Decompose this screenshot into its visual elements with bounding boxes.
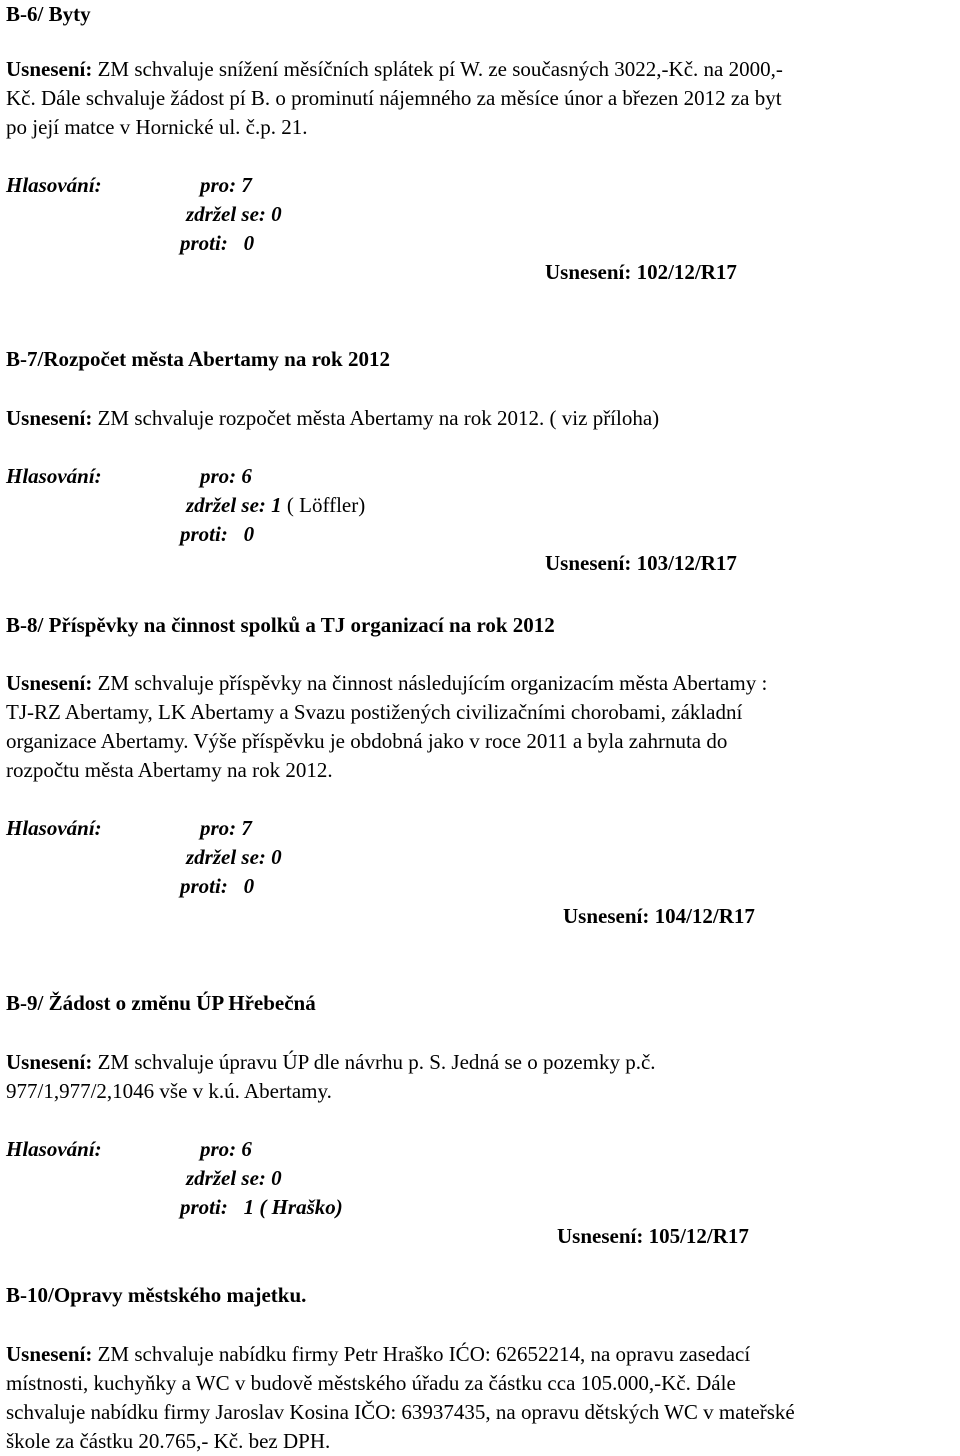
resolution-text-b10-line4: škole za částku 20.765,- Kč. bez DPH. [6,1429,331,1453]
vote-label-b7: Hlasování: [6,464,102,488]
vote-abstain-value: zdržel se: 1 [186,493,282,517]
section-heading-b9: B-9/ Žádost o změnu ÚP Hřebečná [6,991,316,1015]
resolution-line: ZM schvaluje rozpočet města Abertamy na rok 2012. ( viz příloha) [92,406,660,430]
resolution-line: ZM schvaluje příspěvky na činnost následujícím organizacím města Abertamy : [92,671,768,695]
resolution-text-b6-line3: po její matce v Hornické ul. č.p. 21. [6,115,308,139]
resolution-text-b8-line4: rozpočtu města Abertamy na rok 2012. [6,758,333,782]
resolution-line: ZM schvaluje snížení měsíčních splátek pí W. ze současných 3022,-Kč. na 2000,- [92,57,783,81]
section-heading-b8: B-8/ Příspěvky na činnost spolků a TJ organizací na rok 2012 [6,613,555,637]
resolution-label: Usnesení: [6,1050,93,1074]
resolution-text-b10-line2: místnosti, kuchyňky a WC v budově městského úřadu za částku cca 105.000,-Kč. Dále [6,1371,736,1395]
resolution-label: Usnesení: [6,671,93,695]
resolution-label: Usnesení: [6,1342,93,1366]
vote-abstain-b7 [186,491,365,520]
section-heading-b10: B-10/Opravy městského majetku. [6,1283,307,1307]
resolution-line: ZM schvaluje úpravu ÚP dle návrhu p. S. Jedná se o pozemky p.č. [92,1050,656,1074]
section-heading-b7: B-7/Rozpočet města Abertamy na rok 2012 [6,347,390,371]
vote-abstain-note: ( Löffler) [281,493,366,517]
resolution-text-b10-line3: schvaluje nabídku firmy Jaroslav Kosina IČO: 63937435, na opravu dětských WC v mateřské [6,1400,795,1424]
vote-against-b7: proti: 0 [180,522,255,546]
vote-label-b9: Hlasování: [6,1137,102,1161]
vote-abstain-b6: zdržel se: 0 [186,202,282,226]
vote-label-b6: Hlasování: [6,173,102,197]
resolution-text-b9-line2: 977/1,977/2,1046 vše v k.ú. Abertamy. [6,1079,332,1103]
resolution-line: ZM schvaluje nabídku firmy Petr Hraško IĆO: 62652214, na opravu zasedací [92,1342,751,1366]
resolution-text-b9-line1 [6,1048,656,1077]
resolution-text-b8-line3: organizace Abertamy. Výše příspěvku je obdobná jako v roce 2011 a byla zahrnuta do [6,729,728,753]
resolution-label: Usnesení: [6,406,93,430]
vote-label-b8: Hlasování: [6,816,102,840]
vote-against-b9: proti: 1 ( Hraško) [180,1195,343,1219]
resolution-text-b6-line1 [6,55,783,84]
vote-pro-b8: pro: 7 [200,816,252,840]
resolution-number-b9: Usnesení: 105/12/R17 [557,1224,749,1248]
vote-pro-b6: pro: 7 [200,173,252,197]
resolution-number-b7: Usnesení: 103/12/R17 [545,551,737,575]
resolution-text-b6-line2: Kč. Dále schvaluje žádost pí B. o prominutí nájemného za měsíce únor a březen 2012 za byt [6,86,782,110]
resolution-label: Usnesení: [6,57,93,81]
vote-abstain-b9: zdržel se: 0 [186,1166,282,1190]
vote-pro-b7: pro: 6 [200,464,252,488]
vote-against-b8: proti: 0 [180,874,255,898]
vote-pro-b9: pro: 6 [200,1137,252,1161]
resolution-text-b7-line1 [6,404,659,433]
resolution-text-b8-line2: TJ-RZ Abertamy, LK Abertamy a Svazu postižených civilizačními chorobami, základní [6,700,743,724]
resolution-text-b10-line1 [6,1340,750,1369]
resolution-number-b8: Usnesení: 104/12/R17 [563,904,755,928]
section-heading-b6: B-6/ Byty [6,2,91,26]
vote-abstain-b8: zdržel se: 0 [186,845,282,869]
vote-against-b6: proti: 0 [180,231,255,255]
resolution-number-b6: Usnesení: 102/12/R17 [545,260,737,284]
resolution-text-b8-line1 [6,669,767,698]
